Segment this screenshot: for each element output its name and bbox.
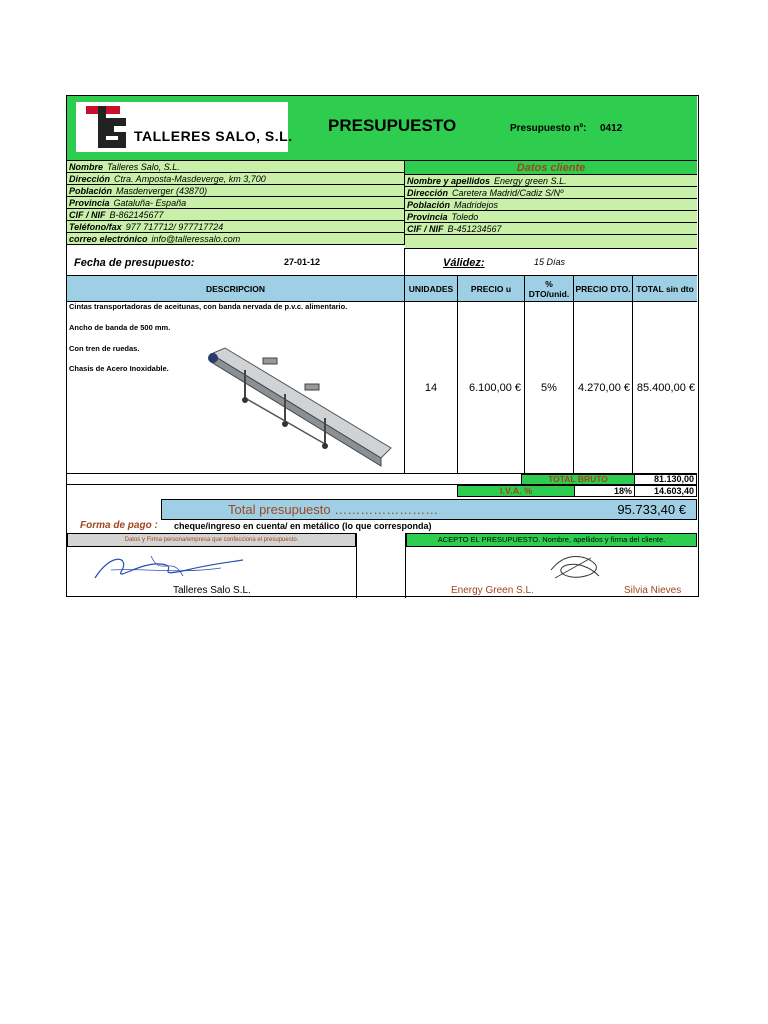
supplier-row-email: correo electrónico info@talleressalo.com — [67, 233, 405, 245]
client-row-nombre: Nombre y apellidos Energy green S.L. — [405, 175, 697, 187]
supplier-row-poblacion: Población Masdenverger (43870) — [67, 185, 405, 197]
signature-left-caption: Datos y Firma persona/empresa que confecciona el presupuesto. — [67, 533, 356, 547]
company-logo — [76, 102, 293, 152]
signature-right-caption: ACEPTO EL PRESUPUESTO. Nombre, apellidos y firma del cliente. — [406, 533, 697, 547]
description-line: Ancho de banda de 500 mm. — [69, 323, 171, 332]
signature-right-icon — [545, 550, 605, 584]
fecha-value: 27-01-12 — [284, 257, 321, 267]
signature-right-company: Energy Green S.L. — [451, 585, 534, 596]
col-header-precio-u: PRECIO u — [458, 276, 525, 302]
iva-label: I.V.A. % — [457, 485, 575, 497]
payment-value: cheque/ingreso en cuenta/ en metálico (lo que corresponda) — [174, 521, 432, 531]
totals-spacer — [66, 474, 522, 485]
signature-left-icon — [91, 548, 247, 586]
payment-label: Forma de pago : — [80, 520, 158, 531]
description-cell — [67, 302, 405, 474]
cell-unidades: 14 — [405, 302, 458, 474]
supplier-block — [67, 160, 405, 248]
col-header-descripcion: DESCRIPCION — [67, 276, 405, 302]
description-line: Cintas transportadoras de aceitunas, con banda nervada de p.v.c. alimentario. — [69, 302, 348, 311]
client-block-title: Datos cliente — [405, 161, 697, 175]
page-title: PRESUPUESTO — [328, 116, 457, 135]
total-presupuesto-value: 95.733,40 € — [617, 502, 686, 517]
supplier-row-direccion: Dirección Ctra. Amposta-Masdeverge, km 3,700 — [67, 173, 405, 185]
cell-dto: 5% — [525, 302, 574, 474]
dates-row — [67, 248, 697, 276]
client-row-empty — [405, 235, 697, 249]
supplier-row-provincia: Provincia Gataluña- España — [67, 197, 405, 209]
client-row-direccion: Dirección Caretera Madrid/Cadiz S/Nº — [405, 187, 697, 199]
total-bruto-value: 81.130,00 — [634, 474, 697, 485]
logo-mark-icon — [84, 104, 134, 150]
supplier-row-cif: CIF / NIF B-862145677 — [67, 209, 405, 221]
quote-number-label: Presupuesto nº: — [510, 123, 587, 134]
client-row-cif: CIF / NIF B-451234567 — [405, 223, 697, 235]
total-presupuesto-bar — [161, 499, 697, 520]
supplier-row-telefono: Teléfono/fax 977 717712/ 977717724 — [67, 221, 405, 233]
client-row-poblacion: Población Madridejos — [405, 199, 697, 211]
col-header-precio-dto: PRECIO DTO. — [574, 276, 633, 302]
validez-label: Válidez: — [443, 257, 485, 269]
cell-total: 85.400,00 € — [636, 382, 695, 394]
supplier-row-nombre: Nombre Talleres Salo, S.L. — [67, 161, 405, 173]
items-table-row — [67, 302, 697, 474]
client-row-provincia: Provincia Toledo — [405, 211, 697, 223]
col-header-dto: % DTO/unid. — [525, 276, 574, 302]
total-presupuesto-label: Total presupuesto …………………… — [228, 502, 439, 517]
signature-divider-right — [405, 533, 406, 598]
validez-value: 15 Días — [534, 257, 566, 267]
description-line: Con tren de ruedas. — [69, 344, 140, 353]
quote-number-value: 0412 — [600, 123, 623, 134]
signature-right-person: Silvia Nieves — [624, 585, 682, 596]
client-block — [405, 160, 697, 248]
company-logo-text: TALLERES SALO, S.L. — [134, 128, 293, 144]
col-header-unidades: UNIDADES — [405, 276, 458, 302]
signature-left-name: Talleres Salo S.L. — [173, 585, 251, 596]
iva-value: 14.603,40 — [634, 485, 697, 497]
col-header-total: TOTAL sin dto — [636, 284, 694, 294]
iva-percent: 18% — [574, 485, 635, 497]
signature-divider-left — [356, 533, 357, 598]
fecha-label: Fecha de presupuesto: — [74, 257, 195, 269]
description-line: Chasis de Acero Inoxidable. — [69, 364, 169, 373]
cell-precio-u: 6.100,00 € — [458, 302, 525, 474]
quote-sheet — [66, 95, 699, 597]
cell-precio-dto: 4.270,00 € — [574, 302, 633, 474]
items-table-header — [67, 276, 697, 302]
conveyor-belt-image — [205, 336, 395, 470]
total-bruto-label: TOTAL BRUTO — [521, 474, 635, 485]
header-band — [67, 96, 697, 160]
